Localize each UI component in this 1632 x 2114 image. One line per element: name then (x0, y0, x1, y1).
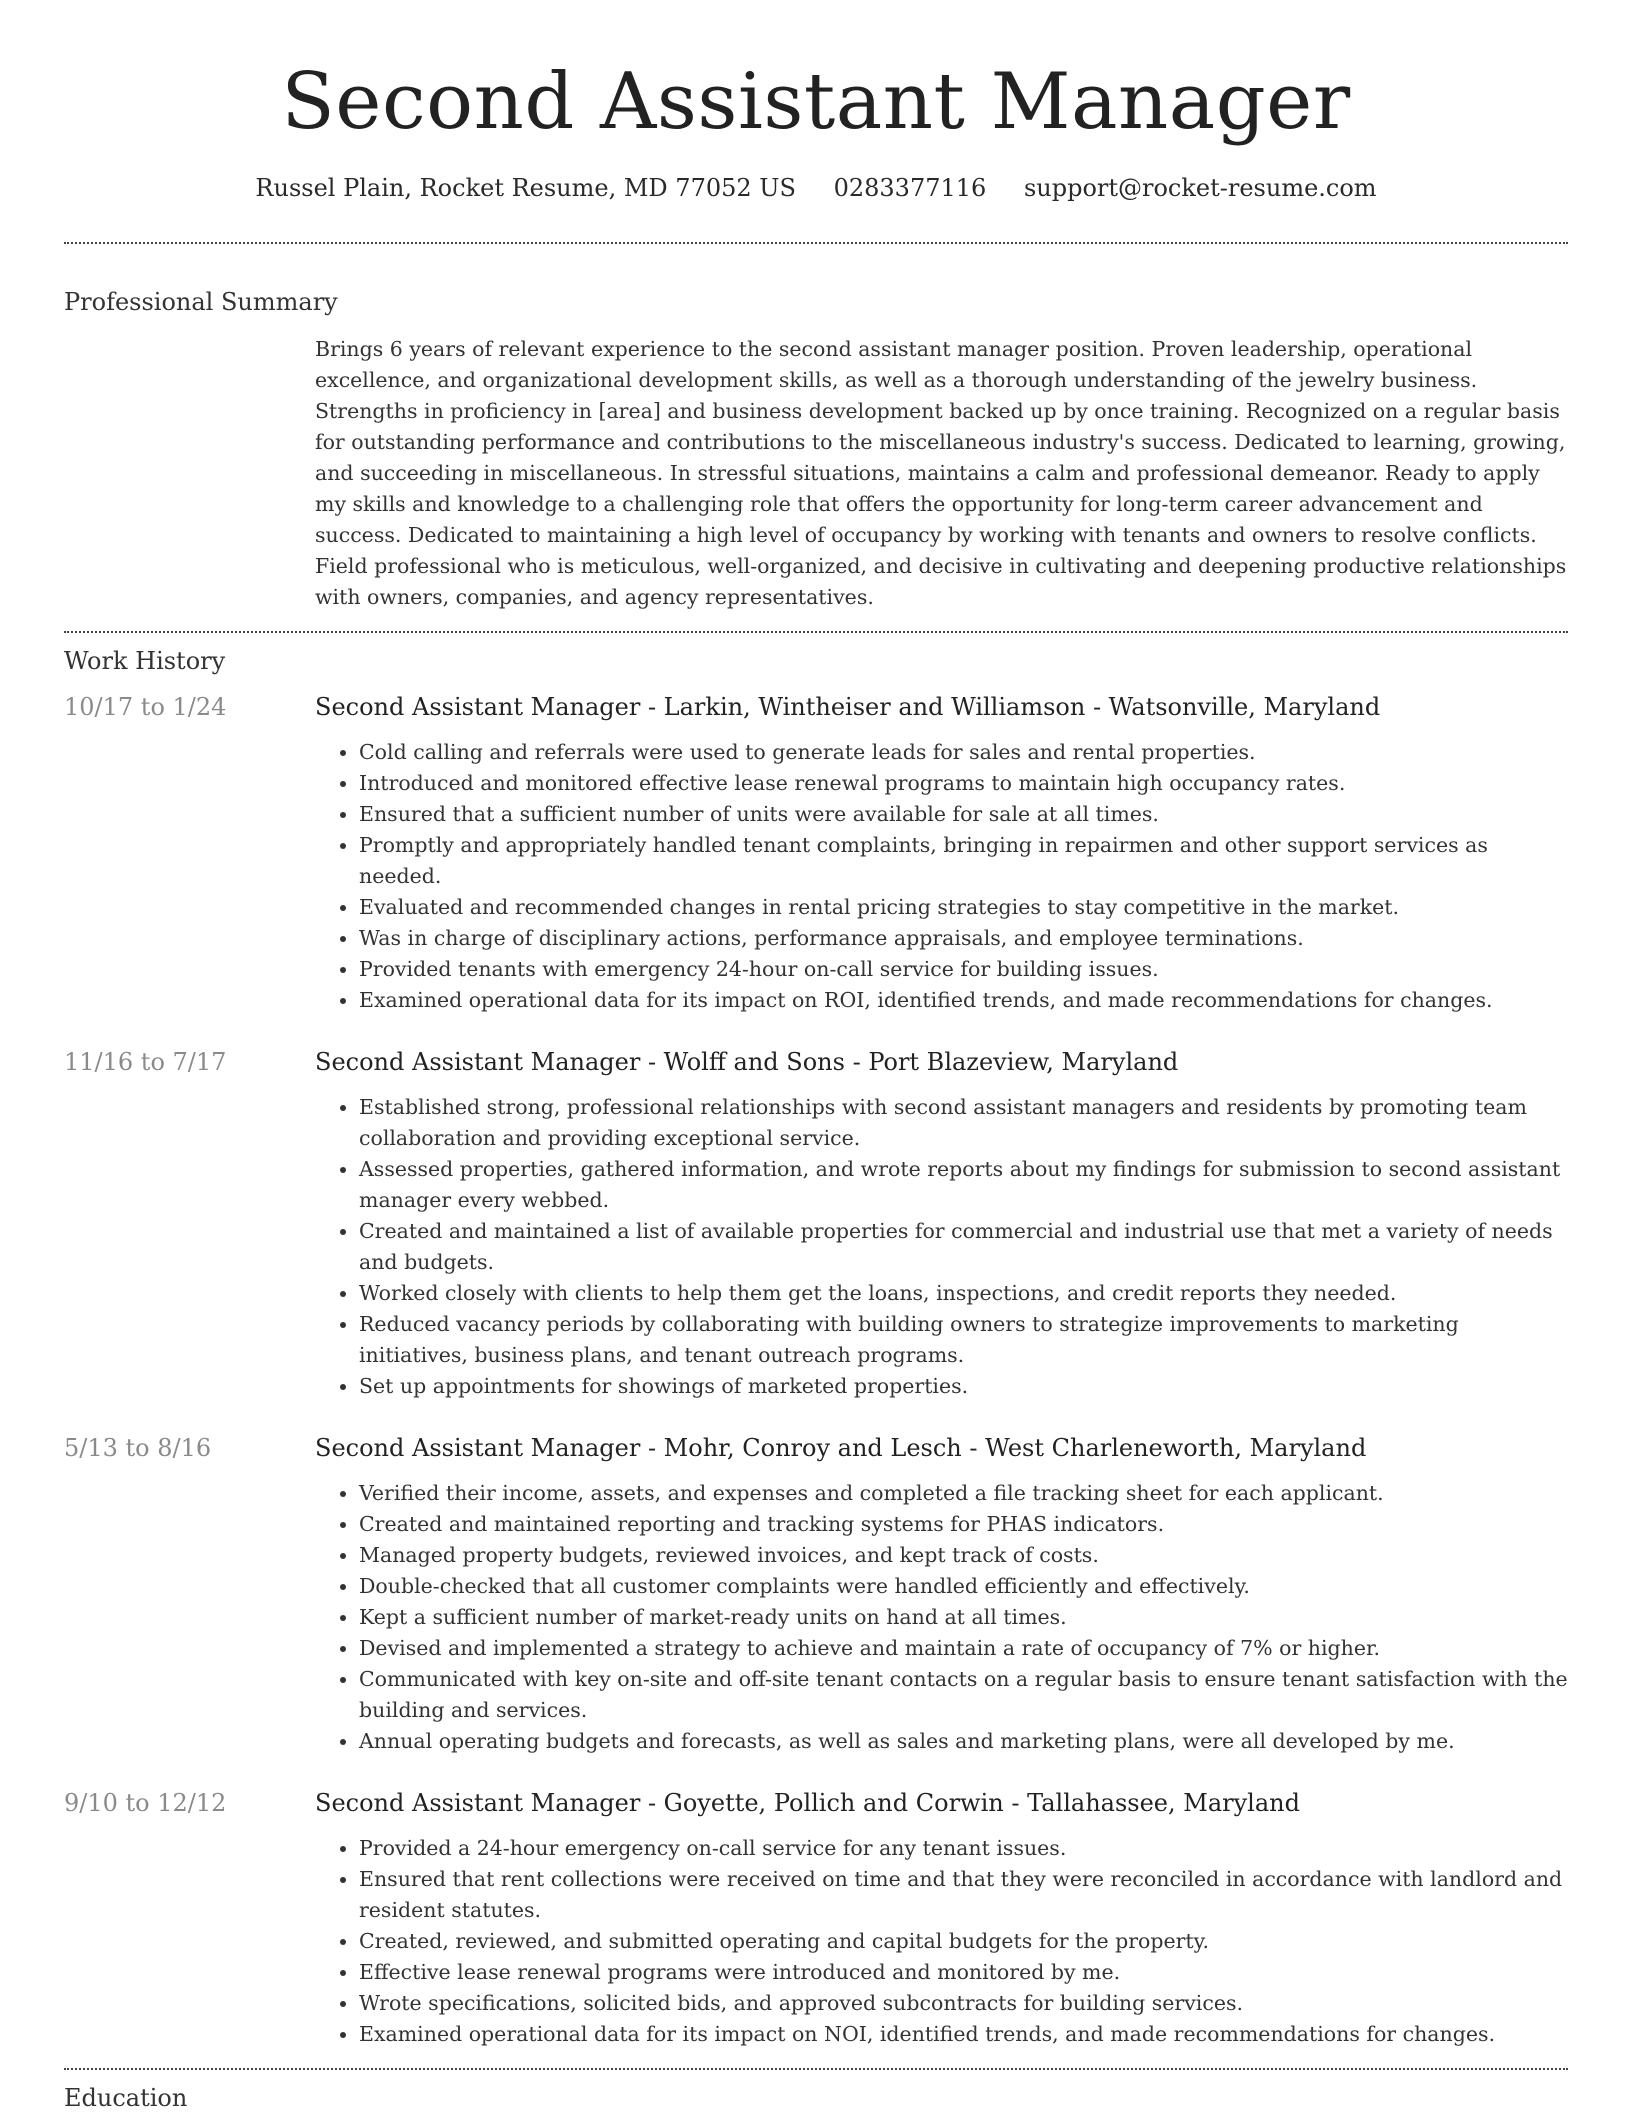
job-bullet: • Annual operating budgets and forecasts, as well as sales and marketing plans, were all developed by me. (359, 1726, 1568, 1757)
job-bullet: • Promptly and appropriately handled tenant complaints, bringing in repairmen and other support services as needed. (359, 830, 1568, 892)
job-bullet: • Communicated with key on-site and off-site tenant contacts on a regular basis to ensure tenant satisfaction with the building and services. (359, 1664, 1568, 1726)
job-bullet: • Managed property budgets, reviewed invoices, and kept track of costs. (359, 1540, 1568, 1571)
job-bullet: • Was in charge of disciplinary actions, performance appraisals, and employee terminations. (359, 923, 1568, 954)
job-bullet: • Devised and implemented a strategy to achieve and maintain a rate of occupancy of 7% or higher. (359, 1633, 1568, 1664)
job-bullet: • Worked closely with clients to help them get the loans, inspections, and credit reports they needed. (359, 1278, 1568, 1309)
job-bullet: • Effective lease renewal programs were introduced and monitored by me. (359, 1957, 1568, 1988)
divider (64, 631, 1568, 633)
job-bullet: • Cold calling and referrals were used to generate leads for sales and rental properties. (359, 737, 1568, 768)
job-entry (64, 1432, 1568, 1757)
resume-title: Second Assistant Manager (281, 57, 1351, 147)
job-entry (64, 1046, 1568, 1402)
job-bullet: • Wrote specifications, solicited bids, and approved subcontracts for building services. (359, 1988, 1568, 2019)
job-bullet: • Examined operational data for its impact on NOI, identified trends, and made recommendations for changes. (359, 2019, 1568, 2050)
job-bullet: • Reduced vacancy periods by collaborating with building owners to strategize improvements to marketing initiatives, business plans, and tenant outreach programs. (359, 1309, 1568, 1371)
job-dates: 11/16 to 7/17 (64, 1048, 227, 1076)
divider (64, 242, 1568, 244)
job-bullet: • Assessed properties, gathered information, and wrote reports about my findings for submission to second assistant manager every webbed. (359, 1154, 1568, 1216)
job-bullet: • Kept a sufficient number of market-ready units on hand at all times. (359, 1602, 1568, 1633)
job-bullet: • Double-checked that all customer complaints were handled efficiently and effectively. (359, 1571, 1568, 1602)
job-entry (64, 1787, 1568, 2050)
job-title: Second Assistant Manager - Larkin, Wintheiser and Williamson - Watsonville, Maryland (315, 693, 1381, 721)
contact-phone: 0283377116 (833, 174, 987, 202)
job-title: Second Assistant Manager - Goyette, Pollich and Corwin - Tallahassee, Maryland (315, 1789, 1300, 1817)
summary-heading: Professional Summary (64, 288, 338, 316)
job-bullet: • Provided tenants with emergency 24-hour on-call service for building issues. (359, 954, 1568, 985)
contact-email: support@rocket-resume.com (1023, 174, 1377, 202)
work-history-heading: Work History (64, 647, 226, 675)
job-bullets (315, 1092, 1568, 1402)
resume-page (64, 0, 1568, 2114)
job-entry (64, 691, 1568, 1016)
job-bullet: • Examined operational data for its impact on ROI, identified trends, and made recommendations for changes. (359, 985, 1568, 1016)
education-heading: Education (64, 2084, 188, 2112)
contact-address: Russel Plain, Rocket Resume, MD 77052 US (255, 174, 796, 202)
job-bullets (315, 737, 1568, 1016)
job-bullets (315, 1833, 1568, 2050)
job-bullet: • Set up appointments for showings of marketed properties. (359, 1371, 1568, 1402)
job-bullet: • Created and maintained a list of available properties for commercial and industrial use that met a variety of needs and budgets. (359, 1216, 1568, 1278)
summary-text: Brings 6 years of relevant experience to the second assistant manager position. Proven leadership, operational excellence, and organizational development skills, as well as a thorough understanding of the jewelry business. Strengths in proficiency in [area] and business development backed up by once training. Recognized on a regular basis for outstanding performance and contributions to the miscellaneous industry's success. Dedicated to learning, growing, and succeeding in miscellaneous. In stressful situations, maintains a calm and professional demeanor. Ready to apply my skills and knowledge to a challenging role that offers the opportunity for long-term career advancement and success. Dedicated to maintaining a high level of occupancy by working with tenants and owners to resolve conflicts. Field professional who is meticulous, well-organized, and decisive in cultivating and deepening productive relationships with owners, companies, and agency representatives. (315, 337, 1567, 609)
job-bullet: • Ensured that rent collections were received on time and that they were reconciled in accordance with landlord and resident statutes. (359, 1864, 1568, 1926)
job-bullet: • Established strong, professional relationships with second assistant managers and residents by promoting team collaboration and providing exceptional service. (359, 1092, 1568, 1154)
job-title: Second Assistant Manager - Mohr, Conroy and Lesch - West Charleneworth, Maryland (315, 1434, 1367, 1462)
job-bullet: • Ensured that a sufficient number of units were available for sale at all times. (359, 799, 1568, 830)
job-bullet: • Evaluated and recommended changes in rental pricing strategies to stay competitive in the market. (359, 892, 1568, 923)
job-dates: 9/10 to 12/12 (64, 1789, 227, 1817)
contact-line (64, 172, 1568, 204)
job-title: Second Assistant Manager - Wolff and Sons - Port Blazeview, Maryland (315, 1048, 1179, 1076)
job-bullet: • Provided a 24-hour emergency on-call service for any tenant issues. (359, 1833, 1568, 1864)
job-bullet: • Verified their income, assets, and expenses and completed a file tracking sheet for each applicant. (359, 1478, 1568, 1509)
job-bullets (315, 1478, 1568, 1757)
job-bullet: • Created and maintained reporting and tracking systems for PHAS indicators. (359, 1509, 1568, 1540)
job-dates: 10/17 to 1/24 (64, 693, 227, 721)
divider (64, 2068, 1568, 2070)
job-bullet: • Introduced and monitored effective lease renewal programs to maintain high occupancy rates. (359, 768, 1568, 799)
job-dates: 5/13 to 8/16 (64, 1434, 212, 1462)
job-bullet: • Created, reviewed, and submitted operating and capital budgets for the property. (359, 1926, 1568, 1957)
